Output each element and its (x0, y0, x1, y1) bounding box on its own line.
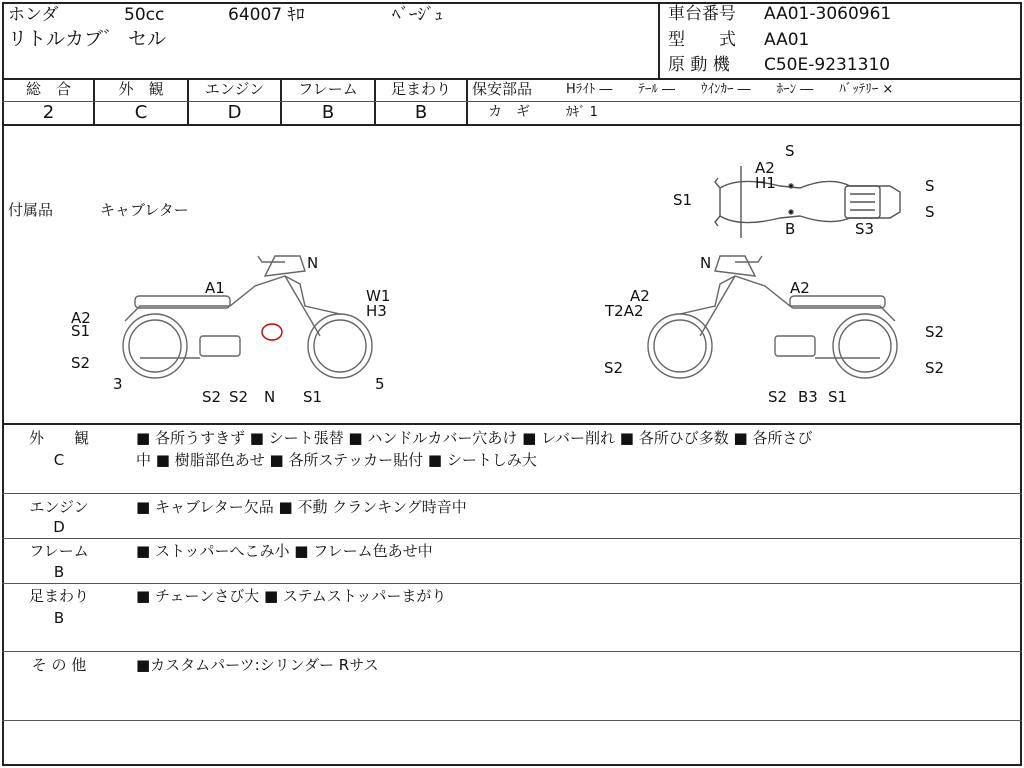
accessories-label: 付属品 (8, 201, 54, 219)
remark-frame-category: フレーム (29, 542, 89, 560)
displacement: 50cc (124, 5, 165, 25)
top-view-labels (673, 142, 935, 238)
grade-total-value: 2 (42, 102, 55, 123)
engine-no: C50E-9231310 (764, 55, 891, 75)
type-label: 型 式 (668, 30, 736, 50)
color: ﾍﾞｰｼﾞｭ (392, 5, 443, 25)
lv-a1: A1 (205, 279, 225, 297)
grade-engine-value: D (227, 102, 242, 123)
tv-h1: H1 (755, 174, 776, 192)
remarks-top-rule (2, 423, 1022, 425)
safety-label: 保安部品 (472, 80, 533, 98)
key-value: ｶｷﾞ 1 (566, 105, 598, 120)
lv-5: 5 (375, 375, 385, 393)
remarks-rule-4 (2, 651, 1022, 652)
remarks-rule-3 (2, 583, 1022, 584)
remark-exterior-grade: C (53, 451, 65, 469)
remark-exterior-line2: 中 ■ 樹脂部色あせ ■ 各所ステッカー貼付 ■ シートしみ大 (136, 451, 537, 469)
remark-engine-grade: D (53, 518, 65, 536)
key-label: カ ギ (488, 104, 530, 120)
rv-n-top: N (700, 254, 712, 272)
lv-s2a: S2 (202, 388, 222, 406)
rv-s2-left: S2 (604, 359, 624, 377)
grade-exterior-label: 外 観 (118, 80, 164, 98)
remark-frame-line1: ■ ストッパーへこみ小 ■ フレーム色あせ中 (136, 542, 433, 560)
tv-s3: S3 (855, 220, 875, 238)
frame-no-label: 車台番号 (668, 4, 736, 24)
lv-3: 3 (113, 375, 123, 393)
remark-engine-line1: ■ キャブレター欠品 ■ 不動 クランキング時音中 (136, 498, 467, 516)
remark-engine-category: エンジン (29, 498, 89, 516)
remark-suspension-category: 足まわり (28, 587, 89, 605)
tv-s-r2: S (925, 203, 935, 221)
accessories-value: キャブレター (100, 201, 189, 219)
remark-exterior-category: 外 観 (28, 429, 89, 447)
lv-w1: W1 (366, 287, 391, 305)
remark-suspension-grade: B (53, 609, 65, 627)
remarks-rule-2 (2, 538, 1022, 539)
lv-s2: S2 (71, 354, 91, 372)
engine-no-label: 原 動 機 (668, 55, 730, 75)
grade-divider (466, 78, 468, 126)
lv-h3: H3 (366, 302, 387, 320)
tv-s-top: S (785, 142, 795, 160)
rv-a2-right: A2 (790, 279, 810, 297)
tv-a2: A2 (755, 159, 775, 177)
maker: ホンダ (8, 5, 59, 25)
grade-suspension-label: 足まわり (390, 80, 451, 98)
rv-t2a2: T2A2 (605, 302, 644, 320)
remarks-rule-5 (2, 720, 1022, 721)
rv-s2: S2 (768, 388, 788, 406)
grade-suspension-value: B (414, 102, 428, 123)
remark-other-category: そ の 他 (31, 656, 87, 674)
remark-other-line1: ■カスタムパーツ:シリンダー Rサス (136, 656, 379, 674)
left-view-labels (71, 254, 390, 406)
lv-s2b: S2 (229, 388, 249, 406)
lv-s1: S1 (71, 322, 91, 340)
remarks-rule-1 (2, 493, 1022, 494)
grade-engine-label: エンジン (204, 80, 265, 98)
model-name: リトルカブ゛ セル (8, 28, 167, 50)
lv-n: N (264, 388, 276, 406)
type-value: AA01 (764, 30, 810, 50)
tv-s1: S1 (673, 191, 693, 209)
lv-s1b: S1 (303, 388, 323, 406)
rv-s1: S1 (828, 388, 848, 406)
safety-mid-rule (466, 101, 1022, 102)
left-view-bike (123, 256, 372, 378)
remark-exterior-line1: ■ 各所うすきず ■ シート張替 ■ ハンドルカバー穴あけ ■ レバー削れ ■ 各所ひび多数 ■ 各所さび (136, 429, 813, 447)
rv-s2-r1: S2 (925, 323, 945, 341)
grade-exterior-value: C (134, 102, 148, 123)
lv-n-top: N (307, 254, 319, 272)
grade-frame-label: フレーム (298, 80, 358, 98)
rv-b3: B3 (798, 388, 818, 406)
tv-b: B (785, 220, 796, 238)
inspection-diagram (0, 126, 1024, 424)
grade-frame-value: B (321, 102, 335, 123)
remark-frame-grade: B (53, 563, 65, 581)
frame-no: AA01-3060961 (764, 4, 892, 24)
mileage: 64007 ｷﾛ (228, 5, 305, 25)
right-view-bike (648, 256, 897, 378)
remark-suspension-line1: ■ チェーンさび大 ■ ステムストッパーまがり (136, 587, 447, 605)
grade-total-label: 総 合 (25, 80, 71, 98)
rv-s2-r2: S2 (925, 359, 945, 377)
header-divider (658, 2, 660, 78)
safety-items: Hﾗｲﾄ ― ﾃｰﾙ ― ｳｲﾝｶｰ ― ﾎｰﾝ ― ﾊﾞｯﾃﾘｰ × (566, 82, 894, 97)
tv-s-r1: S (925, 177, 935, 195)
lv-a2: A2 (71, 309, 91, 327)
rv-a2-left: A2 (630, 287, 650, 305)
